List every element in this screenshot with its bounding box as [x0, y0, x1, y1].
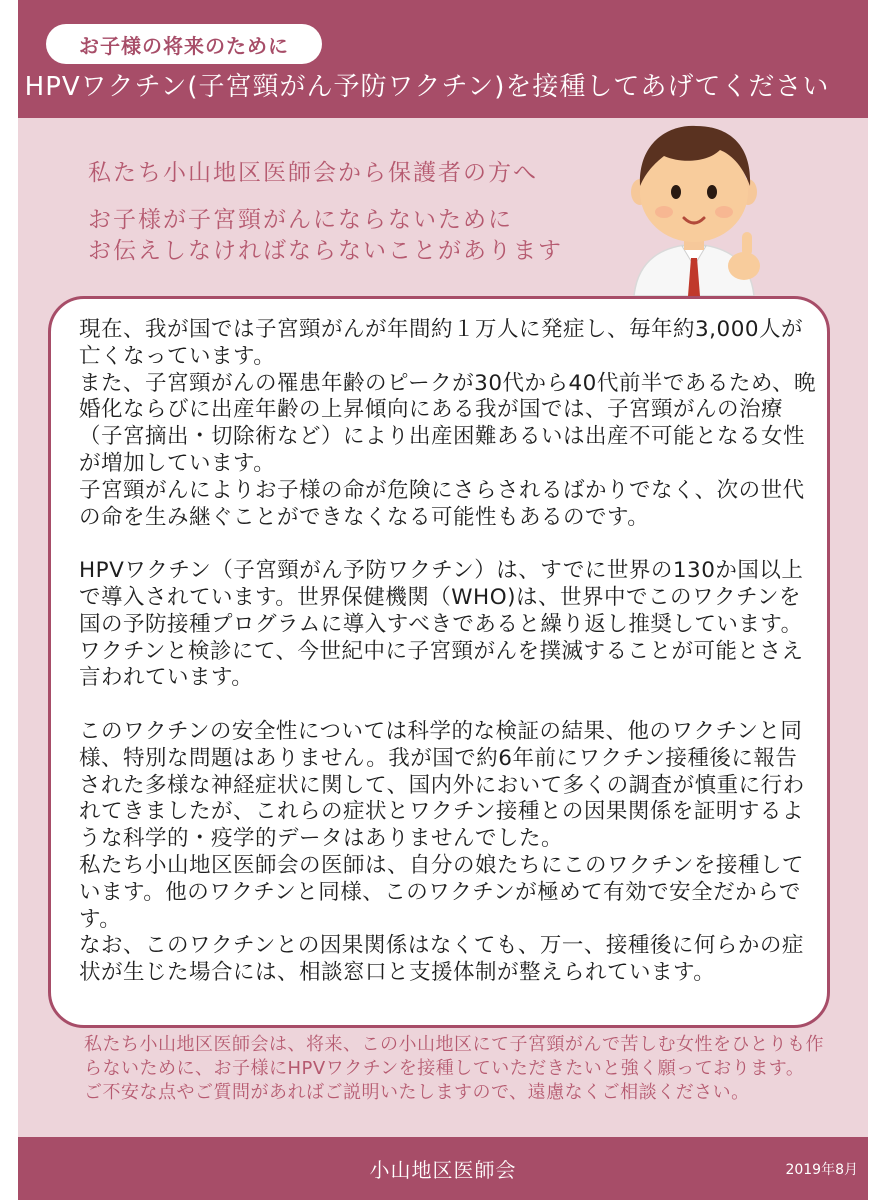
- closing-message: [84, 1033, 824, 1105]
- paragraph: なお、このワクチンとの因果関係はなくても、万一、接種後に何らかの症状が生じた場合には、相談窓口と支援体制が整えられています。: [79, 933, 804, 986]
- intro-line-2: お子様が子宮頸がんにならないために: [88, 207, 513, 233]
- footer-banner: [18, 1137, 868, 1200]
- paragraph: また、子宮頸がんの罹患年齢のピークが30代から40代前半であるため、晩婚化ならびに出産年齢の上昇傾向にある我が国では、子宮頸がんの治療（子宮摘出・切除術など）により出産困難あるいは出産不可能となる女性が増加しています。: [79, 370, 816, 476]
- footer-organization: 小山地区医師会: [369, 1158, 517, 1182]
- closing-paragraph: 私たち小山地区医師会は、将来、この小山地区にて子宮頸がんで苦しむ女性をひとりも作らないために、お子様にHPVワクチンを接種していただきたいと強く願っております。: [84, 1034, 824, 1079]
- main-message-text: [79, 317, 819, 987]
- paragraph: 私たち小山地区医師会の医師は、自分の娘たちにこのワクチンを接種しています。他のワクチンと同様、このワクチンが極めて有効で安全だからです。: [79, 852, 804, 932]
- main-message-box: [48, 296, 830, 1028]
- intro-line-1: 私たち小山地区医師会から保護者の方へ: [88, 160, 538, 186]
- paragraph: 子宮頸がんによりお子様の命が危険にさらされるばかりでなく、次の世代の命を生み継ぐことができなくなる可能性もあるのです。: [79, 477, 805, 530]
- paragraph-gap: [79, 531, 819, 558]
- footer-date: 2019年8月: [785, 1162, 858, 1178]
- page-title: HPVワクチン(子宮頸がん予防ワクチン)を接種してあげてください: [24, 72, 830, 102]
- intro-line-3: お伝えしなければならないことがあります: [88, 238, 563, 264]
- paragraph-gap: [79, 692, 819, 719]
- closing-paragraph: ご不安な点やご質問があればご説明いたしますので、遠慮なくご相談ください。: [84, 1082, 750, 1103]
- paragraph: 現在、我が国では子宮頸がんが年間約１万人に発症し、毎年約3,000人が亡くなっています。: [79, 317, 804, 369]
- doctor-icon: [612, 120, 776, 296]
- header-pill: お子様の将来のために: [46, 24, 322, 64]
- paragraph: HPVワクチン（子宮頸がん予防ワクチン）は、すでに世界の130か国以上で導入されています。世界保健機関（WHO)は、世界中でこのワクチンを国の予防接種プログラムに導入すべきであると繰り返し推奨しています。ワクチンと検診にて、今世紀中に子宮頸がんを撲滅することが可能とさえ言われています。: [79, 558, 804, 691]
- paragraph: このワクチンの安全性については科学的な検証の結果、他のワクチンと同様、特別な問題はありません。我が国で約6年前にワクチン接種後に報告された多様な神経症状に関して、国内外において多くの調査が慎重に行われてきましたが、これらの症状とワクチン接種との因果関係を証明するような科学的・疫学的データはありませんでした。: [79, 718, 805, 852]
